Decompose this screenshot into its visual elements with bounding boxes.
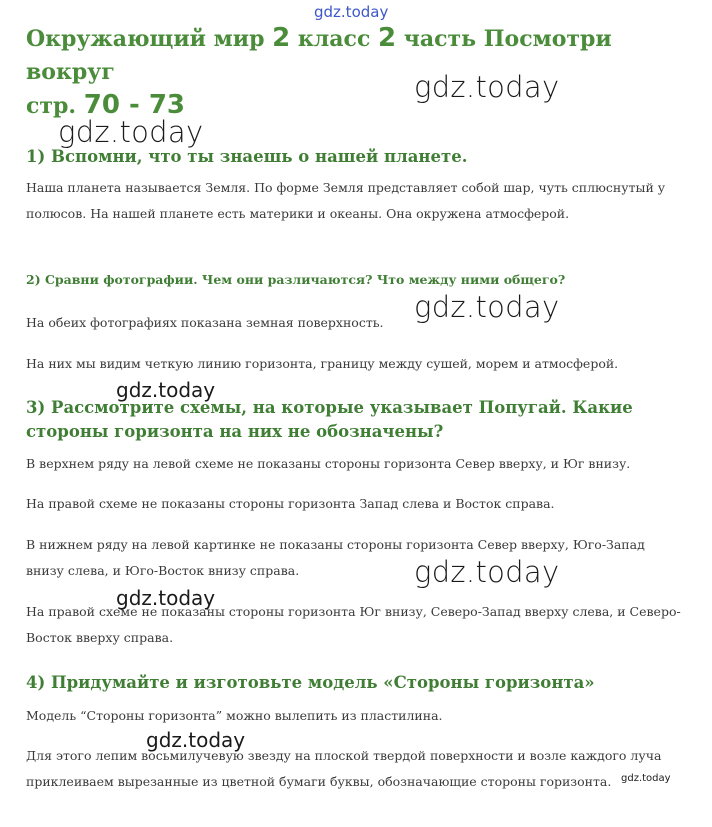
watermark-text: gdz.today (146, 728, 246, 752)
watermark-text: gdz.today (621, 773, 671, 784)
watermark-text: gdz.today (414, 70, 560, 104)
section-2-paragraph-1: На обеих фотографиях показана земная поверхность. (26, 315, 384, 330)
watermark-text: gdz.today (314, 3, 389, 21)
title-grade: 2 (272, 23, 291, 53)
section-1-paragraph: Наша планета называется Земля. По форме Земля представляет собой шар, чуть сплюснутый у полюсов. На нашей планете есть материки и океаны. Она окружена атмосферой. (26, 180, 666, 221)
title-part-number: 2 (378, 23, 397, 53)
section-4-paragraph-1: Модель “Стороны горизонта” можно вылепить из пластилина. (26, 708, 443, 723)
watermark-text: gdz.today (414, 290, 560, 324)
section-heading-2: 2) Сравни фотографии. Чем они различаются? Что между ними общего? (26, 272, 566, 287)
section-heading-4: 4) Придумайте и изготовьте модель «Стороны горизонта» (26, 673, 595, 692)
section-heading-1: 1) Вспомни, что ты знаешь о нашей планете. (26, 147, 468, 166)
title-class-word: класс (297, 26, 371, 52)
watermark-text: gdz.today (116, 378, 216, 402)
section-3-paragraph-1: В верхнем ряду на левой схеме не показаны стороны горизонта Север вверху, и Юг внизу. (26, 456, 631, 471)
section-2-paragraph-2: На них мы видим четкую линию горизонта, границу между сушей, морем и атмосферой. (26, 356, 619, 371)
section-3-paragraph-3: В нижнем ряду на левой картинке не показаны стороны горизонта Север вверху, Юго-Запад внизу слева, и Юго-Восток внизу справа. (26, 537, 645, 578)
watermark-text: gdz.today (414, 555, 560, 589)
title-part-rest: часть Посмотри вокруг (26, 26, 612, 85)
section-4-paragraph-2: Для этого лепим восьмилучевую звезду на плоской твердой поверхности и возле каждого луча приклеиваем вырезанные из цветной бумаги буквы, обозначающие стороны горизонта. (26, 748, 662, 789)
section-3-paragraph-4: На правой схеме не показаны стороны горизонта Юг внизу, Северо-Запад вверху слева, и Северо-Восток вверху справа. (26, 604, 681, 645)
watermark-text: gdz.today (58, 115, 204, 149)
title-pages: 70 - 73 (83, 90, 186, 120)
section-3-paragraph-2: На правой схеме не показаны стороны горизонта Запад слева и Восток справа. (26, 496, 555, 511)
section-heading-3: 3) Рассмотрите схемы, на которые указывает Попугай. Какие стороны горизонта на них не обозначены? (26, 398, 633, 441)
title-pages-prefix: стр. (26, 93, 77, 119)
title-subject: Окружающий мир (26, 26, 265, 52)
watermark-text: gdz.today (116, 586, 216, 610)
page-title (26, 22, 696, 123)
